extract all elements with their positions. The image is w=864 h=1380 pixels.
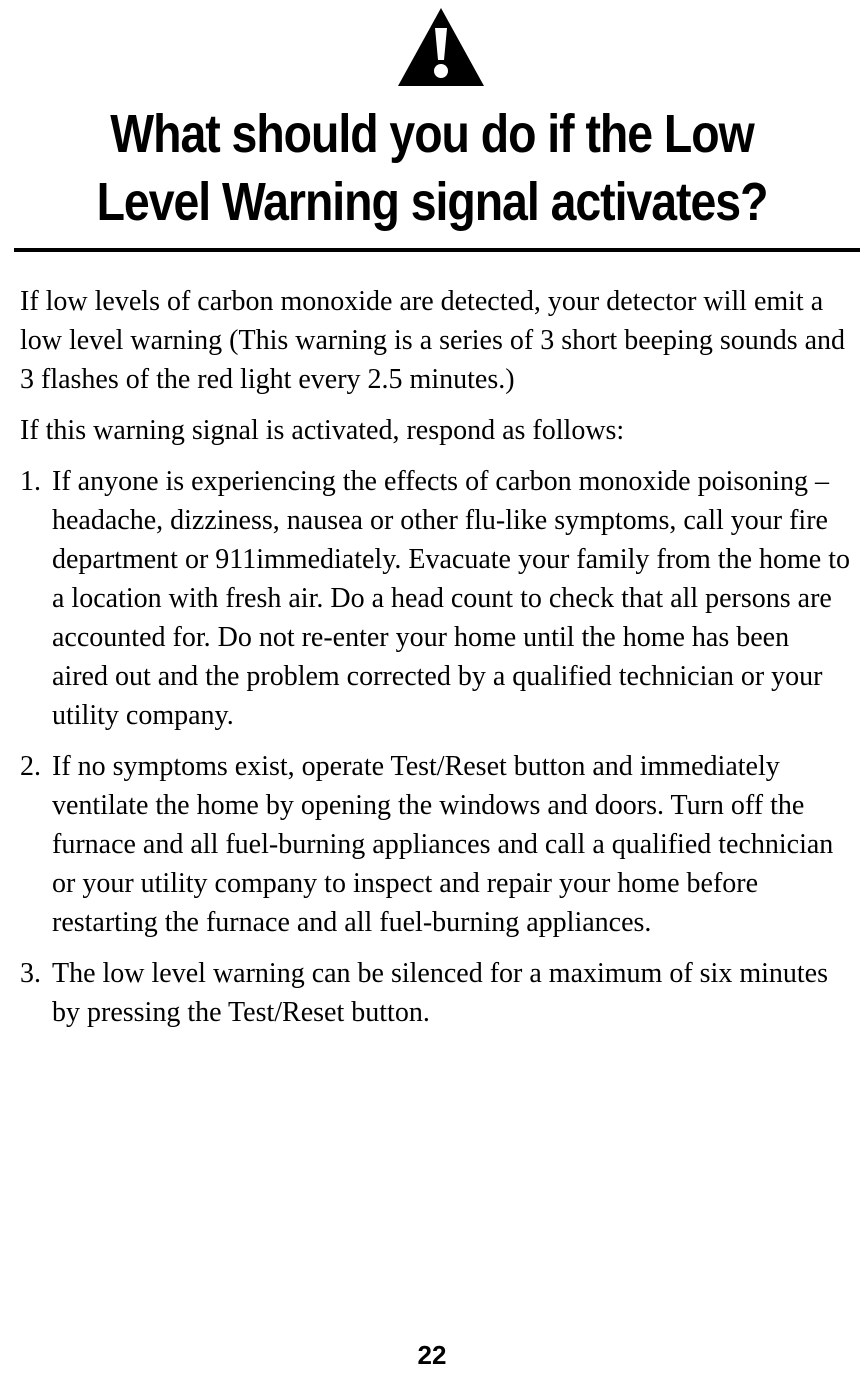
list-item <box>20 462 850 735</box>
title-line-1: What should you do if the Low <box>110 104 754 164</box>
body-text <box>20 282 850 1044</box>
page-number: 22 <box>417 1340 447 1370</box>
step-text: If no symptoms exist, operate Test/Reset button and immediately ventilate the home by opening the windows and doors. Turn off the furnace and all fuel-burning appliances and call a qualified technician or your utility company to inspect and repair your home before restarting the furnace and all fuel-burning appliances. <box>52 751 834 938</box>
step-number: 3. <box>20 958 41 989</box>
list-item <box>20 954 850 1032</box>
step-text: The low level warning can be silenced for a maximum of six minutes by pressing the Test/Reset button. <box>52 958 829 1028</box>
step-number: 2. <box>20 751 41 782</box>
list-item <box>20 747 850 942</box>
steps-list <box>20 462 850 1032</box>
title-line-2: Level Warning signal activates? <box>96 172 768 232</box>
title-divider <box>14 248 860 252</box>
intro-paragraph: If low levels of carbon monoxide are detected, your detector will emit a low level warning (This warning is a series of 3 short beeping sounds and 3 flashes of the red light every 2.5 minutes.) <box>20 286 846 395</box>
warning-triangle-icon <box>396 6 486 88</box>
page-title <box>60 100 803 236</box>
instruction-lead: If this warning signal is activated, respond as follows: <box>20 415 625 446</box>
step-number: 1. <box>20 466 41 497</box>
step-text: If anyone is experiencing the effects of carbon monoxide poisoning – headache, dizziness, nausea or other flu-like symptoms, call your fire department or 911immediately. Evacuate your family from the home to a location with fresh air. Do a head count to check that all persons are accounted for. Do not re-enter your home until the home has been aired out and the problem corrected by a qualified technician or your utility company. <box>52 466 850 731</box>
